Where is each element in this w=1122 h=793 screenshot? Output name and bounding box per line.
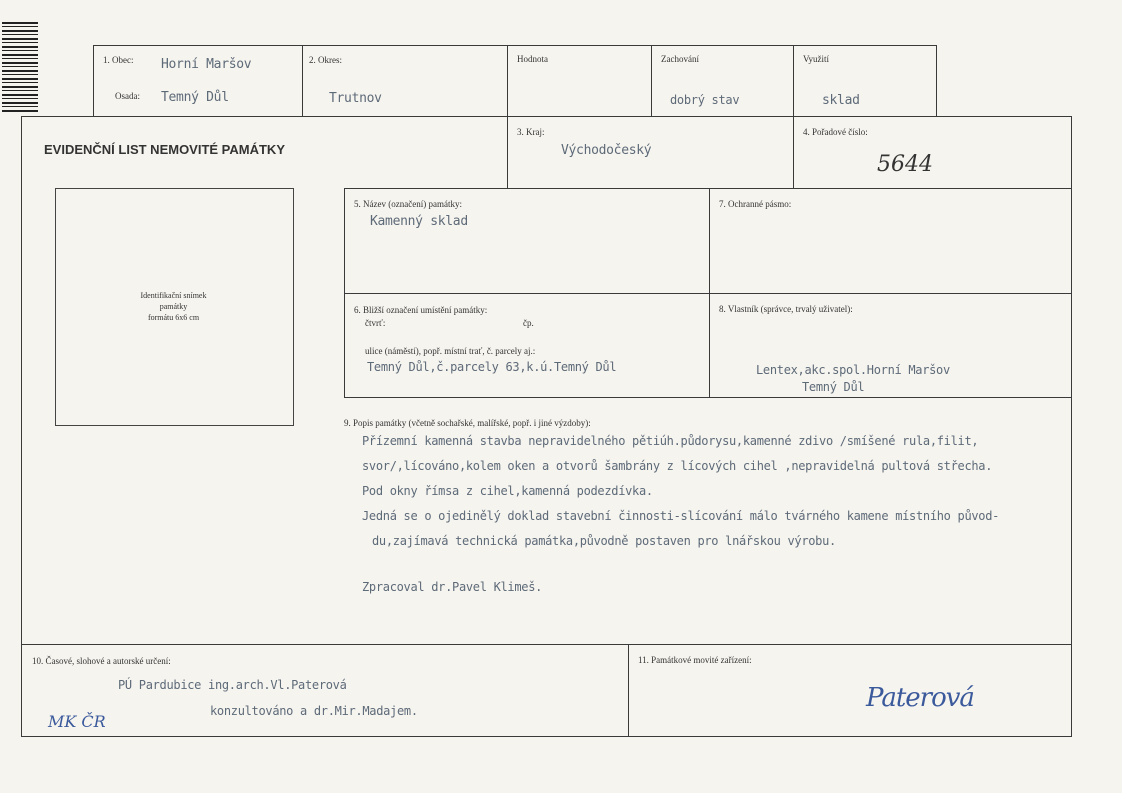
- photo-caption-line-1: Identifikační snímek: [140, 291, 207, 300]
- photo-caption-line-3: formátu 6x6 cm: [147, 313, 200, 322]
- okres-label: 2. Okres:: [309, 55, 342, 65]
- popis-line-2: svor/,lícováno,kolem oken a otvorů šambrány z lícových cihel ,nepravidelná pultová střecha.: [362, 459, 993, 473]
- umisteni-label: 6. Bližší označení umístění památky:: [354, 305, 488, 315]
- poradove-label: 4. Pořadové číslo:: [803, 127, 868, 137]
- popis-line-1: Přízemní kamenná stavba nepravidelného pětiúh.půdorysu,kamenné zdivo /smíšené rula,filit,: [362, 434, 979, 448]
- osada-value: Temný Důl: [161, 90, 229, 105]
- casove-value-2: konzultováno a dr.Mir.Madajem.: [210, 704, 418, 718]
- hodnota-label: Hodnota: [517, 54, 548, 64]
- casove-value-1: PÚ Pardubice ing.arch.Vl.Paterová: [118, 678, 347, 692]
- cp-label: čp.: [523, 318, 534, 328]
- kraj-label: 3. Kraj:: [517, 127, 545, 137]
- poradove-value: 5644: [877, 152, 933, 177]
- popis-line-5: du,zajímavá technická památka,původně postaven pro lnářskou výrobu.: [372, 534, 836, 548]
- barcode: [2, 22, 38, 114]
- signature: Paterová: [866, 683, 974, 713]
- vyuziti-label: Využití: [803, 54, 829, 64]
- page-title: EVIDENČNÍ LIST NEMOVITÉ PAMÁTKY: [44, 142, 285, 157]
- casove-label: 10. Časové, slohové a autorské určení:: [32, 656, 171, 666]
- zarizeni-label: 11. Památkové movité zařízení:: [638, 655, 752, 665]
- popis-line-4: Jedná se o ojedinělý doklad stavební činnosti-slícování málo tvárného kamene místního původ-: [362, 509, 1000, 523]
- photo-caption-line-2: památky: [159, 302, 188, 311]
- nazev-value: Kamenný sklad: [370, 214, 468, 229]
- ulice-value: Temný Důl,č.parcely 63,k.ú.Temný Důl: [367, 360, 617, 374]
- vlastnik-value-2: Temný Důl: [802, 380, 865, 394]
- pasmo-label: 7. Ochranné pásmo:: [719, 199, 792, 209]
- okres-value: Trutnov: [329, 91, 382, 106]
- ulice-label: ulice (náměstí), popř. místní trať, č. parcely aj.:: [365, 346, 536, 356]
- popis-line-3: Pod okny římsa z cihel,kamenná podezdívka.: [362, 484, 653, 498]
- zpracoval: Zpracoval dr.Pavel Klimeš.: [362, 580, 543, 594]
- ctvrt-label: čtvrť:: [365, 318, 386, 328]
- vlastnik-value-1: Lentex,akc.spol.Horní Maršov: [756, 363, 950, 377]
- zachovani-value: dobrý stav: [670, 93, 740, 107]
- vlastnik-label: 8. Vlastník (správce, trvalý uživatel):: [719, 304, 853, 314]
- vyuziti-value: sklad: [822, 93, 860, 108]
- stamp-mk-cr: MK ČR: [48, 712, 106, 731]
- zachovani-label: Zachování: [661, 54, 699, 64]
- obec-value: Horní Maršov: [161, 57, 252, 72]
- nazev-label: 5. Název (označení) památky:: [354, 199, 462, 209]
- kraj-value: Východočeský: [561, 143, 652, 158]
- obec-label: 1. Obec:: [103, 55, 134, 65]
- popis-label: 9. Popis památky (včetně sochařské, malířské, popř. i jiné výzdoby):: [344, 418, 591, 428]
- photo-caption: [55, 290, 292, 324]
- osada-label: Osada:: [115, 91, 140, 101]
